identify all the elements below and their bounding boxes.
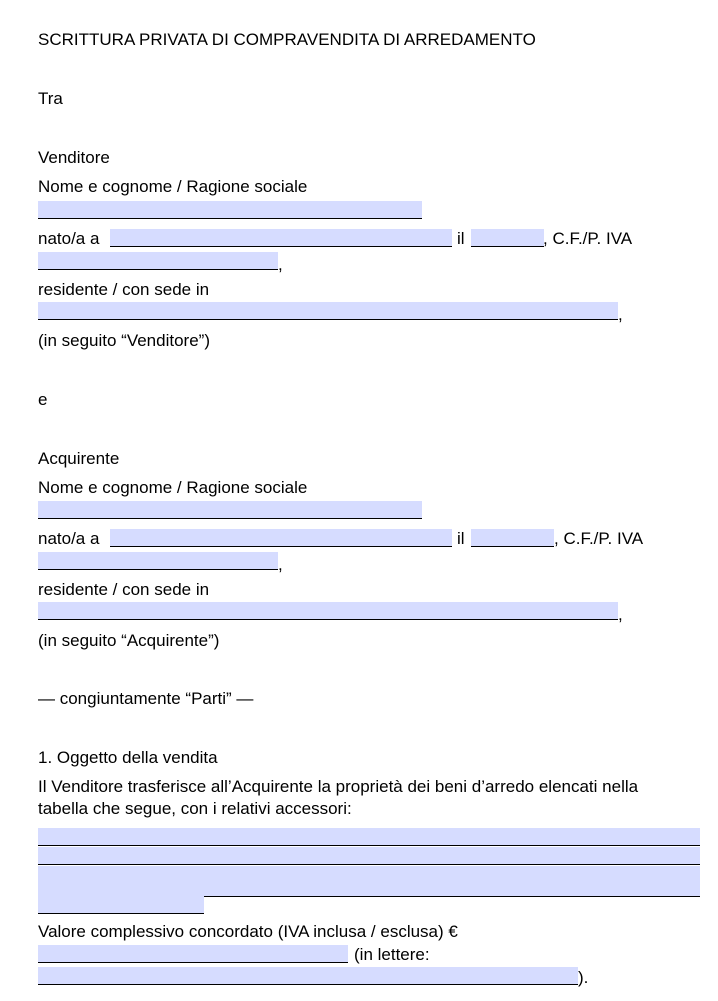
- buyer-address-comma: ,: [618, 605, 623, 624]
- seller-name-label: Nome e cognome / Ragione sociale: [38, 177, 308, 196]
- buyer-name-field[interactable]: [38, 501, 422, 519]
- items-field-line-2[interactable]: [38, 847, 700, 865]
- seller-address-comma: ,: [618, 305, 623, 324]
- seller-date-label: il: [457, 229, 465, 248]
- document-title: SCRITTURA PRIVATA DI COMPRAVENDITA DI ARREDAMENTO: [38, 30, 536, 49]
- buyer-date-label: il: [457, 529, 465, 548]
- section1-body-line1: Il Venditore trasferisce all’Acquirente la proprietà dei beni d’arredo elencati nella: [38, 777, 639, 796]
- buyer-birthdate-field[interactable]: [471, 529, 554, 547]
- buyer-taxid-field[interactable]: [38, 552, 278, 570]
- seller-name-field[interactable]: [38, 201, 422, 219]
- section1-body-line2: tabella che segue, con i relativi accessori:: [38, 799, 352, 818]
- section1-heading: 1. Oggetto della vendita: [38, 748, 218, 767]
- seller-birthdate-field[interactable]: [471, 229, 544, 247]
- buyer-tax-label: , C.F./P. IVA: [554, 529, 644, 548]
- between-label: Tra: [38, 89, 63, 108]
- seller-residence-label: residente / con sede in: [38, 280, 210, 299]
- value-words-label: (in lettere:: [354, 945, 430, 964]
- buyer-name-label: Nome e cognome / Ragione sociale: [38, 478, 308, 497]
- value-words-field[interactable]: [38, 967, 578, 985]
- buyer-address-field[interactable]: [38, 602, 618, 620]
- value-label: Valore complessivo concordato (IVA inclusa / esclusa) €: [38, 922, 458, 941]
- value-amount-field[interactable]: [38, 945, 348, 963]
- items-field-line-1[interactable]: [38, 828, 700, 846]
- seller-birthplace-field[interactable]: [110, 229, 452, 247]
- seller-address-field[interactable]: [38, 302, 618, 320]
- seller-tax-label: , C.F./P. IVA: [543, 229, 633, 248]
- items-field-line-5[interactable]: [38, 896, 204, 914]
- parties-jointly-label: — congiuntamente “Parti” —: [38, 689, 254, 708]
- seller-heading: Venditore: [38, 148, 110, 167]
- seller-taxid-comma: ,: [278, 255, 283, 274]
- items-field-line-4[interactable]: [38, 879, 700, 897]
- buyer-hereinafter: (in seguito “Acquirente”): [38, 631, 220, 650]
- seller-hereinafter: (in seguito “Venditore”): [38, 331, 210, 350]
- buyer-born-label: nato/a a: [38, 529, 100, 548]
- buyer-taxid-comma: ,: [278, 555, 283, 574]
- seller-born-label: nato/a a: [38, 229, 100, 248]
- buyer-residence-label: residente / con sede in: [38, 580, 210, 599]
- and-label: e: [38, 390, 48, 409]
- buyer-birthplace-field[interactable]: [110, 529, 452, 547]
- buyer-heading: Acquirente: [38, 449, 120, 468]
- seller-taxid-field[interactable]: [38, 252, 278, 270]
- value-close-label: ).: [578, 968, 589, 987]
